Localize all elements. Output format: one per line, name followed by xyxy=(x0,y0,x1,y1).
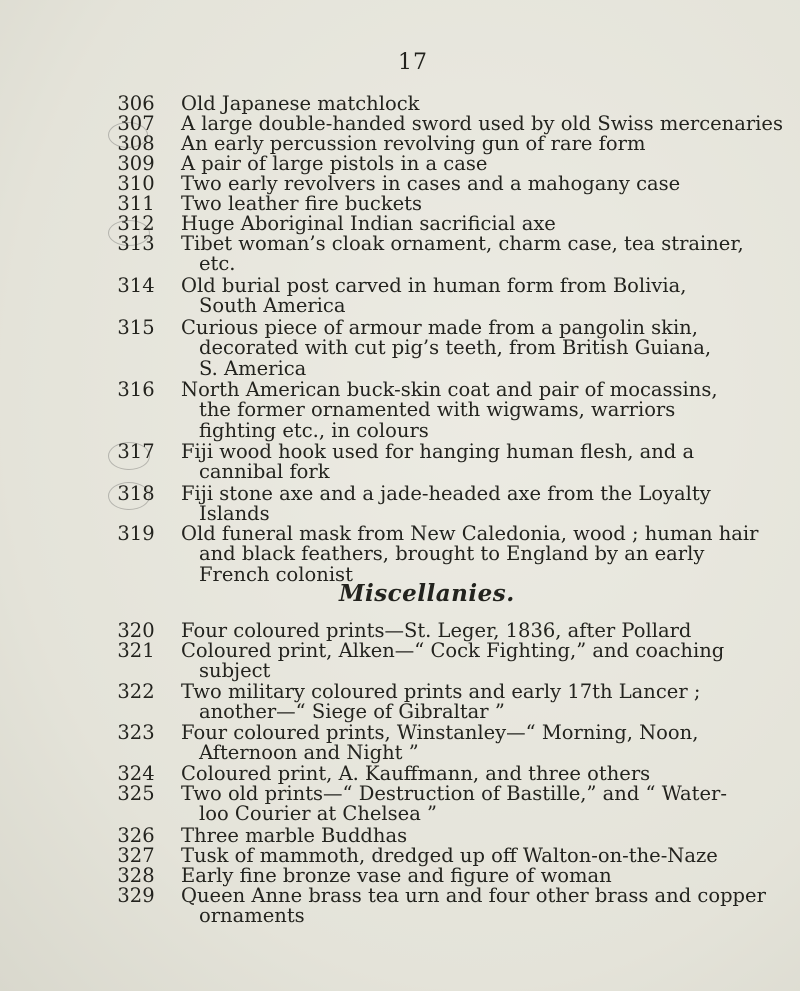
lot-description-line: the former ornamented with wigwams, warriors xyxy=(199,398,676,422)
lot-description-line: loo Courier at Chelsea ” xyxy=(199,802,438,826)
lot-description-line: Fiji stone axe and a jade-headed axe from the Loyalty xyxy=(181,482,711,505)
lot-description-line: Two early revolvers in cases and a mahogany case xyxy=(181,172,681,195)
lot-description-line: cannibal fork xyxy=(199,460,330,484)
lot-description-line: Two old prints—“ Destruction of Bastille,” and “ Water- xyxy=(181,782,727,805)
lot-description xyxy=(181,524,793,585)
lot-description xyxy=(181,484,793,525)
lot-number: 321 xyxy=(117,639,155,662)
lot-description-line: A pair of large pistols in a case xyxy=(181,152,488,175)
lot-number: 317 xyxy=(117,440,155,463)
lot-description-line: Four coloured prints—St. Leger, 1836, after Pollard xyxy=(181,619,692,642)
section-heading: Miscellanies. xyxy=(339,580,515,607)
lot-number: 327 xyxy=(117,844,155,867)
lot-description-line: Islands xyxy=(199,502,270,526)
lot-description xyxy=(181,886,793,927)
lot-number: 309 xyxy=(117,152,155,175)
lot-description-line: Coloured print, Alken—“ Cock Fighting,” and coaching xyxy=(181,639,725,662)
lot-description-line: Queen Anne brass tea urn and four other brass and copper xyxy=(181,884,766,907)
lot-description-line: subject xyxy=(199,659,271,683)
page-number: 17 xyxy=(398,50,428,75)
lot-description-line: A large double-handed sword used by old Swiss mercenaries xyxy=(181,112,783,135)
lot-number: 313 xyxy=(117,232,155,255)
lot-description xyxy=(181,380,793,441)
lot-description-line: Tibet woman’s cloak ornament, charm case, tea strainer, xyxy=(181,232,744,255)
lot-description-line: Four coloured prints, Winstanley—“ Morning, Noon, xyxy=(181,721,699,744)
lot-description xyxy=(181,723,793,764)
lot-description-line: North American buck-skin coat and pair of mocassins, xyxy=(181,378,718,401)
lot-number: 323 xyxy=(117,721,155,744)
lot-description-line: Huge Aboriginal Indian sacrificial axe xyxy=(181,212,556,235)
lot-number: 322 xyxy=(117,680,155,703)
lot-description-line: Three marble Buddhas xyxy=(181,824,408,847)
lot-description-line: fighting etc., in colours xyxy=(199,418,429,442)
lot-description xyxy=(181,276,793,317)
lot-number: 318 xyxy=(117,482,155,505)
lot-number: 328 xyxy=(117,864,155,887)
lot-number: 316 xyxy=(117,378,155,401)
lot-number: 319 xyxy=(117,522,155,545)
lot-description-line: An early percussion revolving gun of rare form xyxy=(181,132,646,155)
lot-number: 311 xyxy=(117,192,155,215)
lot-description xyxy=(181,442,793,483)
lot-description-line: South America xyxy=(199,294,346,318)
lot-description-line: decorated with cut pig’s teeth, from British Guiana, xyxy=(199,336,712,360)
lot-description-line: Curious piece of armour made from a pangolin skin, xyxy=(181,316,698,339)
lot-description-line: Two leather fire buckets xyxy=(181,192,423,215)
lot-number: 314 xyxy=(117,274,155,297)
lot-description-line: etc. xyxy=(199,252,236,276)
lot-description-line: Old Japanese matchlock xyxy=(181,92,420,115)
lot-description-line: another—“ Siege of Gibraltar ” xyxy=(199,700,505,724)
lot-description-line: and black feathers, brought to England by an early xyxy=(199,542,705,566)
lot-number: 324 xyxy=(117,762,155,785)
lot-number: 312 xyxy=(117,212,155,235)
lot-number: 310 xyxy=(117,172,155,195)
lot-number: 320 xyxy=(117,619,155,642)
lot-number: 308 xyxy=(117,132,155,155)
lot-description xyxy=(181,641,793,682)
lot-number: 329 xyxy=(117,884,155,907)
lot-description-line: French colonist xyxy=(199,562,353,586)
lot-number: 306 xyxy=(117,92,155,115)
lot-number: 326 xyxy=(117,824,155,847)
lot-number: 315 xyxy=(117,316,155,339)
lot-description xyxy=(181,234,793,275)
lot-description-line: ornaments xyxy=(199,904,305,928)
lot-number: 307 xyxy=(117,112,155,135)
lot-number: 325 xyxy=(117,782,155,805)
lot-description-line: Afternoon and Night ” xyxy=(199,741,419,765)
lot-description xyxy=(181,682,793,723)
lot-description-line: Early fine bronze vase and figure of woman xyxy=(181,864,612,887)
lot-description-line: Old funeral mask from New Caledonia, wood ; human hair xyxy=(181,522,759,545)
lot-description-line: Coloured print, A. Kauffmann, and three others xyxy=(181,762,651,785)
lot-description-line: Two military coloured prints and early 17th Lancer ; xyxy=(181,680,701,703)
lot-description xyxy=(181,318,793,379)
lot-description-line: S. America xyxy=(199,356,307,380)
lot-description-line: Fiji wood hook used for hanging human flesh, and a xyxy=(181,440,695,463)
lot-description-line: Tusk of mammoth, dredged up off Walton-on-the-Naze xyxy=(181,844,718,867)
lot-description xyxy=(181,784,793,825)
lot-description-line: Old burial post carved in human form from Bolivia, xyxy=(181,274,687,297)
